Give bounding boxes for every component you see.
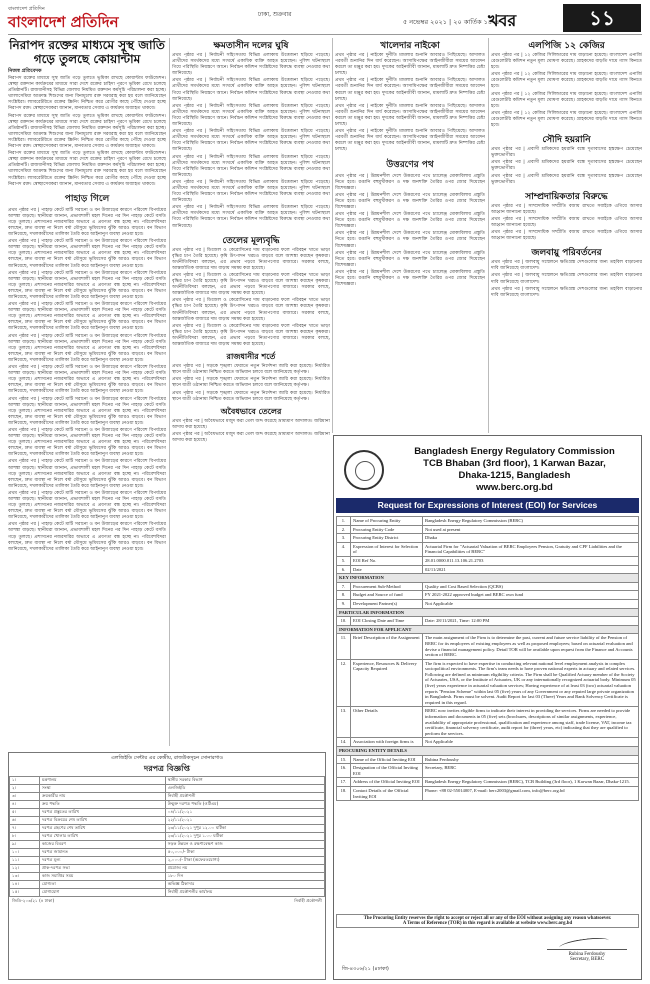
issue-date: ৫ নভেম্বর ২০২১ | ২০ কার্তিক ১৪২৮	[403, 18, 501, 26]
cell-value: প্রযোজ্য নয়	[165, 865, 324, 873]
table-row	[10, 841, 325, 849]
table-row	[10, 889, 325, 897]
cell-number: ৪।	[10, 801, 40, 809]
col2-mid-paragraph-2: প্রথম পৃষ্ঠার পর | ডিজেল ও কেরোসিনের দাম বাড়ানোর ফলে পরিবহন খাতে ভাড়া বৃদ্ধির চাপ তৈরি হয়েছে। কৃষি উৎপাদন খরচও বাড়বে বলে আশঙ্কা করছেন কৃষকরা। অর্থনীতিবিদরা বলছেন, এর প্রভাব পড়বে নিত্যপণ্যের বাজারে। সরকার বলছে, আন্তর্জাতিক বাজারে দাম বাড়ায় সমন্বয় করা হয়েছে।	[172, 273, 330, 297]
dateline: ঢাকা, শুক্রবার	[258, 11, 292, 18]
cell-label: Procuring Entity District	[351, 534, 423, 543]
cell-label: EOI Closing Date and Time	[351, 617, 423, 626]
pahari-paragraph-4: প্রথম পৃষ্ঠার পর | পাহাড় কেটে মাটি সরানো ও বন উজাড়ের কারণে পরিবেশ বিপর্যয়ের আশঙ্কা বাড়ছে। স্থানীয়রা জানান, প্রভাবশালী মহল দিনের পর দিন পাহাড় কেটে বসতি গড়ে তুলছে। প্রশাসনের নজরদারির অভাবে এ প্রবণতা বন্ধ হচ্ছে না। পরিবেশবিদরা বলছেন, দ্রুত ব্যবস্থা না নিলে বর্ষা মৌসুমে ভূমিধসের ঝুঁকি আরও বাড়বে। বন বিভাগ জানিয়েছে, দখলকারীদের তালিকা তৈরি করে আইনানুগ ব্যবস্থা নেওয়া হবে।	[8, 302, 166, 332]
col3-top-paragraph-4: প্রথম পৃষ্ঠার পর | নাইকো দুর্নীতি মামলার শুনানি আবারও পিছিয়েছে। আদালত পরবর্তী শুনানির দিন ধার্য করেছেন। আসামিপক্ষের আইনজীবীরা সময়ের আবেদন করলে তা মঞ্জুর করা হয়। দুদকের আইনজীবী জানান, মামলাটি দ্রুত নিষ্পত্তির চেষ্টা চলছে।	[335, 129, 485, 153]
cell-value: Rubina Ferdoushy	[423, 755, 639, 764]
tender-code: জিডি-২০৩/২১ (৪ ঢাকা)	[12, 898, 55, 903]
section-heading: KEY INFORMATION	[337, 574, 639, 583]
cell-number: ৫।	[10, 809, 40, 817]
pahari-paragraph-3: প্রথম পৃষ্ঠার পর | পাহাড় কেটে মাটি সরানো ও বন উজাড়ের কারণে পরিবেশ বিপর্যয়ের আশঙ্কা বাড়ছে। স্থানীয়রা জানান, প্রভাবশালী মহল দিনের পর দিন পাহাড় কেটে বসতি গড়ে তুলছে। প্রশাসনের নজরদারির অভাবে এ প্রবণতা বন্ধ হচ্ছে না। পরিবেশবিদরা বলছেন, দ্রুত ব্যবস্থা না নিলে বর্ষা মৌসুমে ভূমিধসের ঝুঁকি আরও বাড়বে। বন বিভাগ জানিয়েছে, দখলকারীদের তালিকা তৈরি করে আইনানুগ ব্যবস্থা নেওয়া হবে।	[8, 270, 166, 300]
col2-bottom-body	[172, 419, 330, 444]
masthead	[8, 4, 642, 34]
column-divider	[169, 38, 170, 746]
table-row	[10, 857, 325, 865]
berc-eoi-notice	[333, 435, 642, 980]
cell-number: 15.	[337, 755, 351, 764]
col3-subhead: উত্তরণের পথ	[386, 159, 434, 170]
pahari-paragraph-6: প্রথম পৃষ্ঠার পর | পাহাড় কেটে মাটি সরানো ও বন উজাড়ের কারণে পরিবেশ বিপর্যয়ের আশঙ্কা বাড়ছে। স্থানীয়রা জানান, প্রভাবশালী মহল দিনের পর দিন পাহাড় কেটে বসতি গড়ে তুলছে। প্রশাসনের নজরদারির অভাবে এ প্রবণতা বন্ধ হচ্ছে না। পরিবেশবিদরা বলছেন, দ্রুত ব্যবস্থা না নিলে বর্ষা মৌসুমে ভূমিধসের ঝুঁকি আরও বাড়বে। বন বিভাগ জানিয়েছে, দখলকারীদের তালিকা তৈরি করে আইনানুগ ব্যবস্থা নেওয়া হবে।	[8, 365, 166, 395]
cell-label: সংস্থা	[40, 785, 166, 793]
table-row	[337, 634, 639, 659]
cell-number: ১২।	[10, 865, 40, 873]
section-heading: PARTICULAR INFORMATION	[337, 608, 639, 617]
cell-label: Other Details	[351, 707, 423, 738]
col2-top-paragraph-7: প্রথম পৃষ্ঠার পর | নির্বাচনী সহিংসতায় বিভিন্ন এলাকায় উত্তেজনা ছড়িয়ে পড়েছে। প্রার্থীদের সমর্থকদের মধ্যে সংঘর্ষে একাধিক ব্যক্তি আহত হয়েছেন। পুলিশ ঘটনাস্থলে গিয়ে পরিস্থিতি নিয়ন্ত্রণে আনে। নির্বাচন কমিশন সংশ্লিষ্টদের বিরুদ্ধে ব্যবস্থা নেওয়ার কথা জানিয়েছে।	[172, 205, 330, 229]
col3-sub-paragraph-4: প্রথম পৃষ্ঠার পর | উন্নয়নশীল দেশে উত্তরণের পথে চ্যালেঞ্জ মোকাবিলায় প্রস্তুতি নিতে হবে। রপ্তানি বহুমুখীকরণ ও দক্ষ জনশক্তি তৈরির ওপর জোর দিয়েছেন বিশেষজ্ঞরা।	[335, 231, 485, 249]
tender-notice	[8, 752, 326, 980]
cell-label: Expression of Interest for Selection of	[351, 542, 423, 556]
lead-byline: নিজস্ব প্রতিবেদক	[8, 68, 42, 74]
col3-sub-paragraph-6: প্রথম পৃষ্ঠার পর | উন্নয়নশীল দেশে উত্তরণের পথে চ্যালেঞ্জ মোকাবিলায় প্রস্তুতি নিতে হবে। রপ্তানি বহুমুখীকরণ ও দক্ষ জনশক্তি তৈরির ওপর জোর দিয়েছেন বিশেষজ্ঞরা।	[335, 269, 485, 288]
col2-top-paragraph-5: প্রথম পৃষ্ঠার পর | নির্বাচনী সহিংসতায় বিভিন্ন এলাকায় উত্তেজনা ছড়িয়ে পড়েছে। প্রার্থীদের সমর্থকদের মধ্যে সংঘর্ষে একাধিক ব্যক্তি আহত হয়েছেন। পুলিশ ঘটনাস্থলে গিয়ে পরিস্থিতি নিয়ন্ত্রণে আনে। নির্বাচন কমিশন সংশ্লিষ্টদের বিরুদ্ধে ব্যবস্থা নেওয়ার কথা জানিয়েছে।	[172, 154, 330, 178]
cell-value: Not used at present	[423, 525, 639, 534]
lead-body	[8, 76, 166, 188]
col2-bottom-paragraph-1: প্রথম পৃষ্ঠার পর | অবৈধভাবে মজুদ করা তেল জব্দ করেছে ভ্রাম্যমাণ আদালত। জরিমানা আদায় করা হয়েছে।	[172, 418, 330, 430]
cell-value: Not Applicable	[423, 738, 639, 747]
cell-label: Name of the Official Inviting EOI	[351, 755, 423, 764]
lead-headline: নিরাপদ রক্তের মাধ্যমে সুস্থ জাতি গড়ে তুলছে কোয়ান্টাম	[9, 38, 165, 66]
cell-number: 10.	[337, 617, 351, 626]
berc-signature-block	[547, 936, 627, 962]
cell-value: Secretary, BERC	[423, 764, 639, 778]
column-divider	[488, 38, 489, 433]
table-row	[337, 707, 639, 738]
table-row	[10, 801, 325, 809]
cell-label: EOI Ref No.	[351, 556, 423, 565]
section-row	[337, 747, 639, 756]
pahari-paragraph-2: প্রথম পৃষ্ঠার পর | পাহাড় কেটে মাটি সরানো ও বন উজাড়ের কারণে পরিবেশ বিপর্যয়ের আশঙ্কা বাড়ছে। স্থানীয়রা জানান, প্রভাবশালী মহল দিনের পর দিন পাহাড় কেটে বসতি গড়ে তুলছে। প্রশাসনের নজরদারির অভাবে এ প্রবণতা বন্ধ হচ্ছে না। পরিবেশবিদরা বলছেন, দ্রুত ব্যবস্থা না নিলে বর্ষা মৌসুমে ভূমিধসের ঝুঁকি আরও বাড়বে। বন বিভাগ জানিয়েছে, দখলকারীদের তালিকা তৈরি করে আইনানুগ ব্যবস্থা নেওয়া হবে।	[8, 239, 166, 269]
cell-label: Contact Details of the Official Inviting EOI	[351, 786, 423, 800]
col2-mid-paragraph-3: প্রথম পৃষ্ঠার পর | ডিজেল ও কেরোসিনের দাম বাড়ানোর ফলে পরিবহন খাতে ভাড়া বৃদ্ধির চাপ তৈরি হয়েছে। কৃষি উৎপাদন খরচও বাড়বে বলে আশঙ্কা করছেন কৃষকরা। অর্থনীতিবিদরা বলছেন, এর প্রভাব পড়বে নিত্যপণ্যের বাজারে। সরকার বলছে, আন্তর্জাতিক বাজারে দাম বাড়ায় সমন্বয় করা হয়েছে।	[172, 298, 330, 322]
right-mid-paragraph-1: প্রথম পৃষ্ঠার পর | প্রবাসী শ্রমিকদের হয়রানি বন্ধে দূতাবাসের হস্তক্ষেপ চেয়েছেন ভুক্তভোগীরা।	[491, 147, 642, 159]
right-mid-body	[491, 147, 642, 186]
pahari-subhead: পাহাড় গিলে	[64, 193, 110, 204]
cell-number: ১৪।	[10, 881, 40, 889]
cell-number: 6.	[337, 565, 351, 574]
lead-paragraph-2: নিরাপদ রক্তের মাধ্যমে সুস্থ জাতি গড়ে তুলতে ভূমিকা রাখছে কোয়ান্টাম ফাউন্ডেশন। স্বেচ্ছা রক্তদান কার্যক্রমের মাধ্যমে সারা দেশে রক্তের চাহিদা পূরণে ভূমিকা রেখে চলেছে প্রতিষ্ঠানটি। রাজধানীসহ বিভিন্ন জেলায় নিয়মিত রক্তদান কর্মসূচি পরিচালনা করা হচ্ছে। থ্যালাসেমিয়া আক্রান্ত শিশুদের জন্য বিনামূল্যে রক্ত সরবরাহ করা হয় বলে জানিয়েছেন সংশ্লিষ্টরা। ল্যাবরেটরিতে রক্তের স্ক্রিনিং নিশ্চিত করে রোগীর কাছে পৌঁছে দেওয়া হচ্ছে নিরাপদ রক্ত। স্বেচ্ছাসেবকরা জানান, মানবতার সেবায় এ কার্যক্রম অব্যাহত থাকবে।	[8, 113, 166, 150]
col2-top-paragraph-4: প্রথম পৃষ্ঠার পর | নির্বাচনী সহিংসতায় বিভিন্ন এলাকায় উত্তেজনা ছড়িয়ে পড়েছে। প্রার্থীদের সমর্থকদের মধ্যে সংঘর্ষে একাধিক ব্যক্তি আহত হয়েছেন। পুলিশ ঘটনাস্থলে গিয়ে পরিস্থিতি নিয়ন্ত্রণে আনে। নির্বাচন কমিশন সংশ্লিষ্টদের বিরুদ্ধে ব্যবস্থা নেওয়ার কথা জানিয়েছে।	[172, 129, 330, 153]
table-row	[10, 833, 325, 841]
cell-number: ১৩।	[10, 873, 40, 881]
cell-label: দরপত্র খোলার তারিখ	[40, 833, 166, 841]
cell-label: Budget and Source of fund	[351, 591, 423, 600]
cell-number: 12.	[337, 659, 351, 707]
berc-eoi-banner: Request for Expressions of Interest (EOI) for Services	[336, 498, 639, 513]
berc-tor-text: A Terms of Reference (TOR) in this regard is available at website www.berc.org.bd	[402, 921, 573, 926]
table-row	[337, 755, 639, 764]
cell-number: 17.	[337, 778, 351, 787]
right-sec-paragraph-1: প্রথম পৃষ্ঠার পর | সাম্প্রদায়িক সম্প্রীতি বজায় রাখতে সবাইকে এগিয়ে আসার আহ্বান জানানো হয়েছে।	[491, 203, 642, 215]
cell-label: ক্রয় পদ্ধতি	[40, 801, 166, 809]
cell-label: কাজের বিবরণ	[40, 841, 166, 849]
cell-label: Experience, Resources & Delivery Capacity Required	[351, 659, 423, 707]
table-row	[10, 881, 325, 889]
pahari-paragraph-1: প্রথম পৃষ্ঠার পর | পাহাড় কেটে মাটি সরানো ও বন উজাড়ের কারণে পরিবেশ বিপর্যয়ের আশঙ্কা বাড়ছে। স্থানীয়রা জানান, প্রভাবশালী মহল দিনের পর দিন পাহাড় কেটে বসতি গড়ে তুলছে। প্রশাসনের নজরদারির অভাবে এ প্রবণতা বন্ধ হচ্ছে না। পরিবেশবিদরা বলছেন, দ্রুত ব্যবস্থা না নিলে বর্ষা মৌসুমে ভূমিধসের ঝুঁকি আরও বাড়বে। বন বিভাগ জানিয়েছে, দখলকারীদের তালিকা তৈরি করে আইনানুগ ব্যবস্থা নেওয়া হবে।	[8, 207, 166, 238]
col3-sub-body	[335, 174, 485, 289]
right-sec-body	[491, 204, 642, 243]
table-row	[337, 659, 639, 707]
cell-number: 1.	[337, 517, 351, 526]
cell-label: Brief Description of the Assignment	[351, 634, 423, 659]
cell-number: ৮।	[10, 833, 40, 841]
cell-label: দরপত্র জামানত	[40, 849, 166, 857]
tender-signatory: নির্বাহী প্রকৌশলী	[294, 898, 322, 903]
cell-label: Association with foreign firms is	[351, 738, 423, 747]
cell-label: প্রাক-দরপত্র সভা	[40, 865, 166, 873]
pahari-paragraph-7: প্রথম পৃষ্ঠার পর | পাহাড় কেটে মাটি সরানো ও বন উজাড়ের কারণে পরিবেশ বিপর্যয়ের আশঙ্কা বাড়ছে। স্থানীয়রা জানান, প্রভাবশালী মহল দিনের পর দিন পাহাড় কেটে বসতি গড়ে তুলছে। প্রশাসনের নজরদারির অভাবে এ প্রবণতা বন্ধ হচ্ছে না। পরিবেশবিদরা বলছেন, দ্রুত ব্যবস্থা না নিলে বর্ষা মৌসুমে ভূমিধসের ঝুঁকি আরও বাড়বে। বন বিভাগ জানিয়েছে, দখলকারীদের তালিকা তৈরি করে আইনানুগ ব্যবস্থা নেওয়া হবে।	[8, 396, 166, 426]
col2-mid-body	[172, 248, 330, 349]
cell-label: Name of Procuring Entity	[351, 517, 423, 526]
cell-label: যোগাযোগ	[40, 889, 166, 897]
table-row	[337, 786, 639, 800]
cell-label: Designation of the Official Inviting EOI	[351, 764, 423, 778]
berc-address-2: Dhaka-1215, Bangladesh	[458, 470, 571, 481]
cell-label: Procurement Sub-Method	[351, 582, 423, 591]
cell-value: ২২/১১/২০২১	[165, 817, 324, 825]
pahari-paragraph-8: প্রথম পৃষ্ঠার পর | পাহাড় কেটে মাটি সরানো ও বন উজাড়ের কারণে পরিবেশ বিপর্যয়ের আশঙ্কা বাড়ছে। স্থানীয়রা জানান, প্রভাবশালী মহল দিনের পর দিন পাহাড় কেটে বসতি গড়ে তুলছে। প্রশাসনের নজরদারির অভাবে এ প্রবণতা বন্ধ হচ্ছে না। পরিবেশবিদরা বলছেন, দ্রুত ব্যবস্থা না নিলে বর্ষা মৌসুমে ভূমিধসের ঝুঁকি আরও বাড়বে। বন বিভাগ জানিয়েছে, দখলকারীদের তালিকা তৈরি করে আইনানুগ ব্যবস্থা নেওয়া হবে।	[8, 427, 166, 458]
cell-number: ২।	[10, 785, 40, 793]
table-row	[337, 517, 639, 526]
table-row	[337, 534, 639, 543]
newspaper-logo	[8, 6, 119, 31]
lead-paragraph-1: নিরাপদ রক্তের মাধ্যমে সুস্থ জাতি গড়ে তুলতে ভূমিকা রাখছে কোয়ান্টাম ফাউন্ডেশন। স্বেচ্ছা রক্তদান কার্যক্রমের মাধ্যমে সারা দেশে রক্তের চাহিদা পূরণে ভূমিকা রেখে চলেছে প্রতিষ্ঠানটি। রাজধানীসহ বিভিন্ন জেলায় নিয়মিত রক্তদান কর্মসূচি পরিচালনা করা হচ্ছে। থ্যালাসেমিয়া আক্রান্ত শিশুদের জন্য বিনামূল্যে রক্ত সরবরাহ করা হয় বলে জানিয়েছেন সংশ্লিষ্টরা। ল্যাবরেটরিতে রক্তের স্ক্রিনিং নিশ্চিত করে রোগীর কাছে পৌঁছে দেওয়া হচ্ছে নিরাপদ রক্ত। স্বেচ্ছাসেবকরা জানান, মানবতার সেবায় এ কার্যক্রম অব্যাহত থাকবে।	[8, 76, 166, 112]
col3-top-headline: খালেদার নাইকো	[380, 41, 440, 51]
berc-reserve-note	[336, 914, 639, 928]
cell-number: ৩।	[10, 793, 40, 801]
col2-lower-paragraph-1: প্রথম পৃষ্ঠার পর | সড়কে শৃঙ্খলা ফেরাতে নতুন নির্দেশনা জারি করা হয়েছে। নির্ধারিত স্থানে যাত্রী ওঠানামা নিশ্চিত করতে অভিযান চলবে বলে জানিয়েছে কর্তৃপক্ষ।	[172, 364, 330, 376]
table-row	[10, 793, 325, 801]
right-top-paragraph-3: প্রথম পৃষ্ঠার পর | ১২ কেজির সিলিন্ডারের দাম বাড়ানো হয়েছে। বাংলাদেশ এনার্জি রেগুলেটরি কমিশন নতুন মূল্য ঘোষণা করেছে। গ্রাহকদের বাড়তি দামে গ্যাস কিনতে হবে।	[491, 91, 642, 109]
cell-value: ২৩/১১/২০২১ দুপুর ১২.০০ ঘটিকা	[165, 825, 324, 833]
col3-sub-paragraph-5: প্রথম পৃষ্ঠার পর | উন্নয়নশীল দেশে উত্তরণের পথে চ্যালেঞ্জ মোকাবিলায় প্রস্তুতি নিতে হবে। রপ্তানি বহুমুখীকরণ ও দক্ষ জনশক্তি তৈরির ওপর জোর দিয়েছেন বিশেষজ্ঞরা।	[335, 250, 485, 268]
cell-number: 8.	[337, 591, 351, 600]
table-row	[337, 764, 639, 778]
col3-sub-paragraph-1: প্রথম পৃষ্ঠার পর | উন্নয়নশীল দেশে উত্তরণের পথে চ্যালেঞ্জ মোকাবিলায় প্রস্তুতি নিতে হবে। রপ্তানি বহুমুখীকরণ ও দক্ষ জনশক্তি তৈরির ওপর জোর দিয়েছেন বিশেষজ্ঞরা।	[335, 173, 485, 191]
cell-value: Bangladesh Energy Regulatory Commission (BERC), TCB Building (3rd floor), 1 Karwan Bazar, Dhaka-1215.	[423, 778, 639, 787]
section-row	[337, 625, 639, 634]
section-row	[337, 608, 639, 617]
cell-label: কাজ সমাপ্তির সময়	[40, 873, 166, 881]
cell-label: দরপত্র গ্রহণের শেষ তারিখ	[40, 825, 166, 833]
cell-value: 02/11/2021	[423, 565, 639, 574]
cell-number: 5.	[337, 556, 351, 565]
right-mid-paragraph-2: প্রথম পৃষ্ঠার পর | প্রবাসী শ্রমিকদের হয়রানি বন্ধে দূতাবাসের হস্তক্ষেপ চেয়েছেন ভুক্তভোগীরা।	[491, 160, 642, 172]
col3-top-body	[335, 53, 485, 154]
cell-label: Procuring Entity Code	[351, 525, 423, 534]
table-row	[337, 565, 639, 574]
cell-value: সড়ক উন্নয়ন ও রক্ষণাবেক্ষণ কাজ	[165, 841, 324, 849]
right-low-body	[491, 260, 642, 299]
right-low-paragraph-1: প্রথম পৃষ্ঠার পর | জলবায়ু সম্মেলনে ক্ষতিগ্রস্ত দেশগুলোর জন্য তহবিল বাড়ানোর দাবি জানিয়েছে বাংলাদেশ।	[491, 260, 642, 272]
page-number: ১১	[563, 4, 641, 32]
col2-lower-headline: রাজধানীর শর্তে	[226, 351, 276, 362]
table-row	[10, 777, 325, 785]
table-row	[337, 556, 639, 565]
section-row	[337, 574, 639, 583]
cell-value: নির্বাহী প্রকৌশলী	[165, 793, 324, 801]
right-top-body	[491, 53, 642, 129]
cell-number: ৯।	[10, 841, 40, 849]
pahari-paragraph-11: প্রথম পৃষ্ঠার পর | পাহাড় কেটে মাটি সরানো ও বন উজাড়ের কারণে পরিবেশ বিপর্যয়ের আশঙ্কা বাড়ছে। স্থানীয়রা জানান, প্রভাবশালী মহল দিনের পর দিন পাহাড় কেটে বসতি গড়ে তুলছে। প্রশাসনের নজরদারির অভাবে এ প্রবণতা বন্ধ হচ্ছে না। পরিবেশবিদরা বলছেন, দ্রুত ব্যবস্থা না নিলে বর্ষা মৌসুমে ভূমিধসের ঝুঁকি আরও বাড়বে। বন বিভাগ জানিয়েছে, দখলকারীদের তালিকা তৈরি করে আইনানুগ ব্যবস্থা নেওয়া হবে।	[8, 522, 166, 552]
cell-label: Address of the Official Inviting EOI	[351, 778, 423, 787]
signature-image	[547, 936, 627, 950]
cell-value: ৫০,০০০/- টাকা	[165, 849, 324, 857]
cell-number: 9.	[337, 599, 351, 608]
table-row	[337, 778, 639, 787]
cell-value: The firm is expected to have expertise in conducting relevant national level employment analysis in complex sociopolitical environments. The firm's team needs to have proven national experts in actuary and related services. Following are defined as minimum eligibility criteria. The Firm shall be Qualified Actuary member of the Society of Actuaries, USA, or the Institute of Actuaries, UK or any internationally recognized actuarial body. Minimum 05 (five) years experience in actuarial valuation services; Having experience of at least 03 (two) actuarial valuation reports "Pension Scheme" within last 05 (five) years of any Government or any reputed large private organization in Bangladesh. Firms must be solvent. Audit Report for last 03 (Three) Years and Bank Solvency Certificate is required in this regard.	[423, 659, 639, 707]
col2-bottom-paragraph-2: প্রথম পৃষ্ঠার পর | অবৈধভাবে মজুদ করা তেল জব্দ করেছে ভ্রাম্যমাণ আদালত। জরিমানা আদায় করা হয়েছে।	[172, 431, 330, 443]
cell-value: অভিজ্ঞ ঠিকাদার	[165, 881, 324, 889]
tender-title: দরপত্র বিজ্ঞপ্তি	[144, 764, 190, 773]
cell-label: যোগ্যতা	[40, 881, 166, 889]
cell-number: 4.	[337, 542, 351, 556]
table-row	[10, 817, 325, 825]
cell-value: নির্বাহী প্রকৌশলীর কার্যালয়	[165, 889, 324, 897]
cell-number: ৭।	[10, 825, 40, 833]
berc-reserve-text: The Procuring Entity reserves the right to accept or reject all or any of the EOI without assigning any reason whatsoever.	[363, 916, 612, 921]
column-four	[491, 38, 642, 433]
right-top-paragraph-1: প্রথম পৃষ্ঠার পর | ১২ কেজির সিলিন্ডারের দাম বাড়ানো হয়েছে। বাংলাদেশ এনার্জি রেগুলেটরি কমিশন নতুন মূল্য ঘোষণা করেছে। গ্রাহকদের বাড়তি দামে গ্যাস কিনতে হবে।	[491, 53, 642, 71]
col2-top-paragraph-1: প্রথম পৃষ্ঠার পর | নির্বাচনী সহিংসতায় বিভিন্ন এলাকায় উত্তেজনা ছড়িয়ে পড়েছে। প্রার্থীদের সমর্থকদের মধ্যে সংঘর্ষে একাধিক ব্যক্তি আহত হয়েছেন। পুলিশ ঘটনাস্থলে গিয়ে পরিস্থিতি নিয়ন্ত্রণে আনে। নির্বাচন কমিশন সংশ্লিষ্টদের বিরুদ্ধে ব্যবস্থা নেওয়ার কথা জানিয়েছে।	[172, 53, 330, 77]
col3-sub-paragraph-3: প্রথম পৃষ্ঠার পর | উন্নয়নশীল দেশে উত্তরণের পথে চ্যালেঞ্জ মোকাবিলায় প্রস্তুতি নিতে হবে। রপ্তানি বহুমুখীকরণ ও দক্ষ জনশক্তি তৈরির ওপর জোর দিয়েছেন বিশেষজ্ঞরা।	[335, 212, 485, 230]
berc-address-1: TCB Bhaban (3rd floor), 1 Karwan Bazar,	[423, 458, 606, 469]
cell-value: FY 2021-2022 approved budget and BERC own fund	[423, 591, 639, 600]
col3-top-paragraph-3: প্রথম পৃষ্ঠার পর | নাইকো দুর্নীতি মামলার শুনানি আবারও পিছিয়েছে। আদালত পরবর্তী শুনানির দিন ধার্য করেছেন। আসামিপক্ষের আইনজীবীরা সময়ের আবেদন করলে তা মঞ্জুর করা হয়। দুদকের আইনজীবী জানান, মামলাটি দ্রুত নিষ্পত্তির চেষ্টা চলছে।	[335, 103, 485, 128]
cell-label: মন্ত্রণালয়	[40, 777, 166, 785]
col2-top-paragraph-6: প্রথম পৃষ্ঠার পর | নির্বাচনী সহিংসতায় বিভিন্ন এলাকায় উত্তেজনা ছড়িয়ে পড়েছে। প্রার্থীদের সমর্থকদের মধ্যে সংঘর্ষে একাধিক ব্যক্তি আহত হয়েছেন। পুলিশ ঘটনাস্থলে গিয়ে পরিস্থিতি নিয়ন্ত্রণে আনে। নির্বাচন কমিশন সংশ্লিষ্টদের বিরুদ্ধে ব্যবস্থা নেওয়ার কথা জানিয়েছে।	[172, 179, 330, 204]
cell-number: ১০।	[10, 849, 40, 857]
table-row	[337, 738, 639, 747]
section-name: খবর	[488, 11, 517, 30]
col3-top-paragraph-2: প্রথম পৃষ্ঠার পর | নাইকো দুর্নীতি মামলার শুনানি আবারও পিছিয়েছে। আদালত পরবর্তী শুনানির দিন ধার্য করেছেন। আসামিপক্ষের আইনজীবীরা সময়ের আবেদন করলে তা মঞ্জুর করা হয়। দুদকের আইনজীবী জানান, মামলাটি দ্রুত নিষ্পত্তির চেষ্টা চলছে।	[335, 78, 485, 102]
lead-article	[8, 38, 166, 746]
table-row	[337, 582, 639, 591]
tender-footer	[9, 897, 325, 906]
logo-tagline: বাংলাদেশ প্রতিদিন	[8, 6, 45, 12]
col2-top-body	[172, 53, 330, 230]
table-row	[337, 542, 639, 556]
table-row	[10, 809, 325, 817]
tender-table	[9, 776, 325, 897]
cell-value: এলজিইডি	[165, 785, 324, 793]
pahari-paragraph-9: প্রথম পৃষ্ঠার পর | পাহাড় কেটে মাটি সরানো ও বন উজাড়ের কারণে পরিবেশ বিপর্যয়ের আশঙ্কা বাড়ছে। স্থানীয়রা জানান, প্রভাবশালী মহল দিনের পর দিন পাহাড় কেটে বসতি গড়ে তুলছে। প্রশাসনের নজরদারির অভাবে এ প্রবণতা বন্ধ হচ্ছে না। পরিবেশবিদরা বলছেন, দ্রুত ব্যবস্থা না নিলে বর্ষা মৌসুমে ভূমিধসের ঝুঁকি আরও বাড়বে। বন বিভাগ জানিয়েছে, দখলকারীদের তালিকা তৈরি করে আইনানুগ ব্যবস্থা নেওয়া হবে।	[8, 459, 166, 489]
cell-number: 3.	[337, 534, 351, 543]
cell-label: Development Partner(s)	[351, 599, 423, 608]
cell-value: BERC now invites eligible firms to indicate their interest in providing the services. Firms are needed to provide information and documents in 05 (five) sets (brochures, descriptions of similar assignments, experience, availability of appropriate professional, qualification and experience among staff, trade license, VAT, income tax certificate, financial solvency certificate, audit report for (three) years, etc) indicating that they are qualified to perform the services.	[423, 707, 639, 738]
cell-label: ক্রয়কারীর নাম	[40, 793, 166, 801]
cell-label: দরপত্র প্রস্তুতের তারিখ	[40, 809, 166, 817]
right-low-paragraph-3: প্রথম পৃষ্ঠার পর | জলবায়ু সম্মেলনে ক্ষতিগ্রস্ত দেশগুলোর জন্য তহবিল বাড়ানোর দাবি জানিয়েছে বাংলাদেশ।	[491, 286, 642, 298]
col2-lower-paragraph-3: প্রথম পৃষ্ঠার পর | সড়কে শৃঙ্খলা ফেরাতে নতুন নির্দেশনা জারি করা হয়েছে। নির্ধারিত স্থানে যাত্রী ওঠানামা নিশ্চিত করতে অভিযান চলবে বলে জানিয়েছে কর্তৃপক্ষ।	[172, 390, 330, 402]
col2-lower-paragraph-2: প্রথম পৃষ্ঠার পর | সড়কে শৃঙ্খলা ফেরাতে নতুন নির্দেশনা জারি করা হয়েছে। নির্ধারিত স্থানে যাত্রী ওঠানামা নিশ্চিত করতে অভিযান চলবে বলে জানিয়েছে কর্তৃপক্ষ।	[172, 377, 330, 389]
logo-wordmark: বাংলাদেশ প্রতিদিন	[8, 13, 119, 31]
cell-number: 2.	[337, 525, 351, 534]
cell-value: ২,০০০/- টাকা (অফেরতযোগ্য)	[165, 857, 324, 865]
berc-eoi-table	[336, 516, 639, 801]
cell-value: Not Applicable	[423, 599, 639, 608]
section-heading: INFORMATION FOR APPLICANT	[337, 625, 639, 634]
col2-mid-paragraph-4: প্রথম পৃষ্ঠার পর | ডিজেল ও কেরোসিনের দাম বাড়ানোর ফলে পরিবহন খাতে ভাড়া বৃদ্ধির চাপ তৈরি হয়েছে। কৃষি উৎপাদন খরচও বাড়বে বলে আশঙ্কা করছেন কৃষকরা। অর্থনীতিবিদরা বলছেন, এর প্রভাব পড়বে নিত্যপণ্যের বাজারে। সরকার বলছে, আন্তর্জাতিক বাজারে দাম বাড়ায় সমন্বয় করা হয়েছে।	[172, 323, 330, 348]
cell-value: Date: 28/11/2021, Time: 12:00 PM	[423, 617, 639, 626]
cell-value: Phone: +88 02-55014007, E-mail: berc2003@gmail.com, info@berc.org.bd	[423, 786, 639, 800]
tender-org: এলজিইডি সেন্টার এর কেন্দ্রীয়, রাজউকসূচন সোনারগাও	[110, 755, 224, 761]
right-low-headline: জলবায়ু পরিবর্তনের	[531, 248, 602, 259]
right-top-paragraph-4: প্রথম পৃষ্ঠার পর | ১২ কেজির সিলিন্ডারের দাম বাড়ানো হয়েছে। বাংলাদেশ এনার্জি রেগুলেটরি কমিশন নতুন মূল্য ঘোষণা করেছে। গ্রাহকদের বাড়তি দামে গ্যাস কিনতে হবে।	[491, 110, 642, 129]
col2-mid-paragraph-1: প্রথম পৃষ্ঠার পর | ডিজেল ও কেরোসিনের দাম বাড়ানোর ফলে পরিবহন খাতে ভাড়া বৃদ্ধির চাপ তৈরি হয়েছে। কৃষি উৎপাদন খরচও বাড়বে বলে আশঙ্কা করছেন কৃষকরা। অর্থনীতিবিদরা বলছেন, এর প্রভাব পড়বে নিত্যপণ্যের বাজারে। সরকার বলছে, আন্তর্জাতিক বাজারে দাম বাড়ায় সমন্বয় করা হয়েছে।	[172, 247, 330, 271]
cell-number: 11.	[337, 634, 351, 659]
col2-mid-headline: তেলের মূল্যবৃদ্ধি	[222, 235, 280, 246]
cell-value: 28.01.0000.011.13.106.21.2703	[423, 556, 639, 565]
cell-value: ২৩/১১/২০২১ দুপুর ১.০০ ঘটিকা	[165, 833, 324, 841]
cell-value: উন্মুক্ত দরপত্র পদ্ধতি (ওটিএম)	[165, 801, 324, 809]
pahari-body	[8, 208, 166, 553]
cell-label: Date	[351, 565, 423, 574]
berc-ad-code: জি-৪৩০৬/২১ (৪ঢাকা)	[342, 966, 389, 972]
cell-number: 13.	[337, 707, 351, 738]
pahari-paragraph-5: প্রথম পৃষ্ঠার পর | পাহাড় কেটে মাটি সরানো ও বন উজাড়ের কারণে পরিবেশ বিপর্যয়ের আশঙ্কা বাড়ছে। স্থানীয়রা জানান, প্রভাবশালী মহল দিনের পর দিন পাহাড় কেটে বসতি গড়ে তুলছে। প্রশাসনের নজরদারির অভাবে এ প্রবণতা বন্ধ হচ্ছে না। পরিবেশবিদরা বলছেন, দ্রুত ব্যবস্থা না নিলে বর্ষা মৌসুমে ভূমিধসের ঝুঁকি আরও বাড়বে। বন বিভাগ জানিয়েছে, দখলকারীদের তালিকা তৈরি করে আইনানুগ ব্যবস্থা নেওয়া হবে।	[8, 333, 166, 363]
table-row	[10, 785, 325, 793]
col3-top-paragraph-1: প্রথম পৃষ্ঠার পর | নাইকো দুর্নীতি মামলার শুনানি আবারও পিছিয়েছে। আদালত পরবর্তী শুনানির দিন ধার্য করেছেন। আসামিপক্ষের আইনজীবীরা সময়ের আবেদন করলে তা মঞ্জুর করা হয়। দুদকের আইনজীবী জানান, মামলাটি দ্রুত নিষ্পত্তির চেষ্টা চলছে।	[335, 53, 485, 77]
cell-number: ১৫।	[10, 889, 40, 897]
cell-value: স্থানীয় সরকার বিভাগ	[165, 777, 324, 785]
right-sec-headline: সাম্প্রদায়িকতার বিরুদ্ধে	[525, 191, 608, 202]
col3-sub-paragraph-2: প্রথম পৃষ্ঠার পর | উন্নয়নশীল দেশে উত্তরণের পথে চ্যালেঞ্জ মোকাবিলায় প্রস্তুতি নিতে হবে। রপ্তানি বহুমুখীকরণ ও দক্ষ জনশক্তি তৈরির ওপর জোর দিয়েছেন বিশেষজ্ঞরা।	[335, 192, 485, 210]
lead-paragraph-3: নিরাপদ রক্তের মাধ্যমে সুস্থ জাতি গড়ে তুলতে ভূমিকা রাখছে কোয়ান্টাম ফাউন্ডেশন। স্বেচ্ছা রক্তদান কার্যক্রমের মাধ্যমে সারা দেশে রক্তের চাহিদা পূরণে ভূমিকা রেখে চলেছে প্রতিষ্ঠানটি। রাজধানীসহ বিভিন্ন জেলায় নিয়মিত রক্তদান কর্মসূচি পরিচালনা করা হচ্ছে। থ্যালাসেমিয়া আক্রান্ত শিশুদের জন্য বিনামূল্যে রক্ত সরবরাহ করা হয় বলে জানিয়েছেন সংশ্লিষ্টরা। ল্যাবরেটরিতে রক্তের স্ক্রিনিং নিশ্চিত করে রোগীর কাছে পৌঁছে দেওয়া হচ্ছে নিরাপদ রক্ত। স্বেচ্ছাসেবকরা জানান, মানবতার সেবায় এ কার্যক্রম অব্যাহত থাকবে।	[8, 151, 166, 187]
col2-top-paragraph-2: প্রথম পৃষ্ঠার পর | নির্বাচনী সহিংসতায় বিভিন্ন এলাকায় উত্তেজনা ছড়িয়ে পড়েছে। প্রার্থীদের সমর্থকদের মধ্যে সংঘর্ষে একাধিক ব্যক্তি আহত হয়েছেন। পুলিশ ঘটনাস্থলে গিয়ে পরিস্থিতি নিয়ন্ত্রণে আনে। নির্বাচন কমিশন সংশ্লিষ্টদের বিরুদ্ধে ব্যবস্থা নেওয়ার কথা জানিয়েছে।	[172, 78, 330, 102]
table-row	[337, 599, 639, 608]
berc-seal-icon	[344, 450, 384, 490]
table-row	[10, 849, 325, 857]
right-mid-paragraph-3: প্রথম পৃষ্ঠার পর | প্রবাসী শ্রমিকদের হয়রানি বন্ধে দূতাবাসের হস্তক্ষেপ চেয়েছেন ভুক্তভোগীরা।	[491, 173, 642, 185]
table-row	[337, 591, 639, 600]
col2-lower-body	[172, 364, 330, 403]
table-row	[337, 525, 639, 534]
table-row	[10, 873, 325, 881]
right-top-paragraph-2: প্রথম পৃষ্ঠার পর | ১২ কেজির সিলিন্ডারের দাম বাড়ানো হয়েছে। বাংলাদেশ এনার্জি রেগুলেটরি কমিশন নতুন মূল্য ঘোষণা করেছে। গ্রাহকদের বাড়তি দামে গ্যাস কিনতে হবে।	[491, 72, 642, 90]
cell-number: 7.	[337, 582, 351, 591]
berc-name: Bangladesh Energy Regulatory Commission	[414, 446, 615, 457]
masthead-rule	[8, 34, 642, 35]
right-low-paragraph-2: প্রথম পৃষ্ঠার পর | জলবায়ু সম্মেলনে ক্ষতিগ্রস্ত দেশগুলোর জন্য তহবিল বাড়ানোর দাবি জানিয়েছে বাংলাদেশ।	[491, 273, 642, 285]
right-mid-headline: সৌদি হয়রানি	[542, 135, 591, 146]
cell-value: Bangladesh Energy Regulatory Commission (BERC)	[423, 517, 639, 526]
section-heading: PROCURING ENTITY DETAILS	[337, 747, 639, 756]
right-top-headline: এলপিজি ১২ কেজির	[528, 41, 605, 51]
right-sec-paragraph-2: প্রথম পৃষ্ঠার পর | সাম্প্রদায়িক সম্প্রীতি বজায় রাখতে সবাইকে এগিয়ে আসার আহ্বান জানানো হয়েছে।	[491, 216, 642, 228]
table-row	[337, 617, 639, 626]
cell-number: 16.	[337, 764, 351, 778]
signatory-title: Secretary, BERC	[569, 957, 605, 962]
cell-number: 18.	[337, 786, 351, 800]
berc-website: www.berc.org.bd	[476, 482, 553, 493]
signatory-name: Rubina Ferdoushy	[568, 952, 606, 957]
cell-value: ০৪/১১/২০২১	[165, 809, 324, 817]
column-three	[335, 38, 485, 433]
col2-top-paragraph-3: প্রথম পৃষ্ঠার পর | নির্বাচনী সহিংসতায় বিভিন্ন এলাকায় উত্তেজনা ছড়িয়ে পড়েছে। প্রার্থীদের সমর্থকদের মধ্যে সংঘর্ষে একাধিক ব্যক্তি আহত হয়েছেন। পুলিশ ঘটনাস্থলে গিয়ে পরিস্থিতি নিয়ন্ত্রণে আনে। নির্বাচন কমিশন সংশ্লিষ্টদের বিরুদ্ধে ব্যবস্থা নেওয়ার কথা জানিয়েছে।	[172, 103, 330, 128]
right-sec-paragraph-3: প্রথম পৃষ্ঠার পর | সাম্প্রদায়িক সম্প্রীতি বজায় রাখতে সবাইকে এগিয়ে আসার আহ্বান জানানো হয়েছে।	[491, 230, 642, 242]
cell-value: Dhaka	[423, 534, 639, 543]
cell-value: Actuarial Firm for "Actuarial Valuation of BERC Employees Pension, Gratuity and CPF Liabilities and the Financial Capabilities of BERC"	[423, 542, 639, 556]
cell-label: দরপত্র মূল্য	[40, 857, 166, 865]
cell-number: 14.	[337, 738, 351, 747]
table-row	[10, 825, 325, 833]
col2-bottom-headline: অবৈধভাবে তেলের	[220, 405, 282, 416]
col2-top-headline: ক্ষমতাসীন দলের ঘুষি	[213, 41, 289, 51]
cell-label: দরপত্র বিক্রয়ের শেষ তারিখ	[40, 817, 166, 825]
cell-value: Quality and Cost Based Selection (QCBS)	[423, 582, 639, 591]
cell-number: ১।	[10, 777, 40, 785]
berc-address-block	[392, 446, 637, 494]
cell-value: ১৮০ দিন	[165, 873, 324, 881]
cell-value: The main assignment of the Firm is to determine the past, current and future service liability of the Pension of BERC for its employees of existing employees as well as proposed employees; based on actuarial evaluation and devise a financial management policy. Detail TOR will be available upon request from the Finance and Accounts section of BERC.	[423, 634, 639, 659]
column-two	[172, 38, 330, 746]
cell-number: ১১।	[10, 857, 40, 865]
column-divider	[332, 38, 333, 433]
cell-number: ৬।	[10, 817, 40, 825]
pahari-paragraph-10: প্রথম পৃষ্ঠার পর | পাহাড় কেটে মাটি সরানো ও বন উজাড়ের কারণে পরিবেশ বিপর্যয়ের আশঙ্কা বাড়ছে। স্থানীয়রা জানান, প্রভাবশালী মহল দিনের পর দিন পাহাড় কেটে বসতি গড়ে তুলছে। প্রশাসনের নজরদারির অভাবে এ প্রবণতা বন্ধ হচ্ছে না। পরিবেশবিদরা বলছেন, দ্রুত ব্যবস্থা না নিলে বর্ষা মৌসুমে ভূমিধসের ঝুঁকি আরও বাড়বে। বন বিভাগ জানিয়েছে, দখলকারীদের তালিকা তৈরি করে আইনানুগ ব্যবস্থা নেওয়া হবে।	[8, 490, 166, 521]
table-row	[10, 865, 325, 873]
